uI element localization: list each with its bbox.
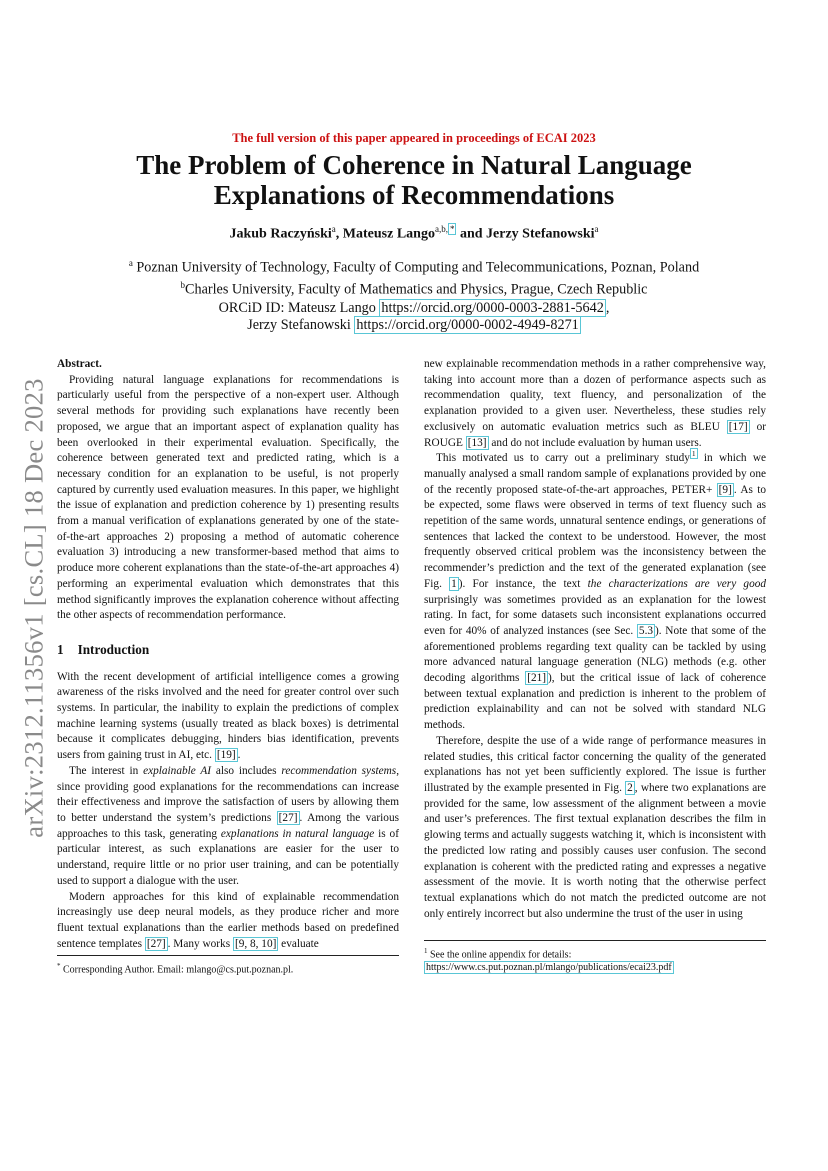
author-separator: , — [335, 226, 343, 242]
arxiv-id: arXiv:2312.11356v1 [cs.CL] 18 Dec 2023 — [18, 377, 49, 838]
footnote-link[interactable]: 1 — [691, 449, 696, 459]
author-name: Jerzy Stefanowski — [486, 226, 595, 242]
author-connector: and — [456, 226, 487, 242]
footnote — [424, 945, 769, 974]
section-heading — [57, 642, 399, 658]
author-list — [0, 224, 828, 243]
affiliation-text: Charles University, Faculty of Mathematics and Physics, Prague, Czech Republic — [185, 282, 648, 299]
affiliation-mark: a — [331, 224, 336, 234]
paper-title: The Problem of Coherence in Natural Language Explanations of Recommendations — [136, 150, 692, 210]
orcid-label: ORCiD ID: Mateusz Lango — [218, 299, 380, 316]
appendix-link[interactable]: https://www.cs.put.poznan.pl/mlango/publications/ecai23.pdf — [426, 962, 672, 974]
paragraph: new explainable recommendation methods in a rather comprehensive way, taking into account more than a dozen of performance aspects such as recommendation quality, text fluency, and personalization of the explanation provided to a given user. Nevertheless, these studies rely exclusively on automatic evaluation metrics such as BLEU [17] or ROUGE [13] and do not include evaluation by human users. — [424, 358, 766, 449]
affiliation-line — [0, 255, 828, 277]
affiliation-mark: a — [128, 258, 133, 268]
footnote-mark: 1 — [424, 947, 428, 955]
affiliation-letters: a,b, — [434, 224, 448, 234]
section-number: 1 — [57, 641, 64, 657]
citation-link[interactable]: [21] — [527, 672, 547, 685]
corresponding-author-link[interactable]: * — [449, 224, 455, 234]
author-name: Jakub Raczyński — [229, 226, 332, 242]
paragraph: With the recent development of artificial intelligence comes a growing awareness of the risks involved and the need for greater control over such systems. In particular, the inability to explain the predictions of complex machine learning systems (usually treated as black boxes) is detrimental because it complicates debugging, hinders bias identification, prevents users from gaining trust in AI, etc. [19] . — [57, 670, 399, 762]
citation-link[interactable]: [27] — [278, 811, 298, 824]
emphasis: explainable AI — [143, 764, 212, 777]
citation-link[interactable]: [17] — [728, 420, 748, 433]
footnote — [57, 960, 399, 976]
footnote-rule — [57, 955, 399, 956]
citation-link[interactable]: [13] — [467, 436, 487, 449]
footnote-text: See the online appendix for details: — [427, 949, 572, 961]
footnote-rule — [424, 940, 766, 941]
section-link[interactable]: 5.3 — [638, 624, 654, 637]
abstract-text: Providing natural language explanations for recommendations is particularly useful from the perspective of a non-expert user. Although several methods for providing such explanations have recently been proposed, we argue that an important aspect of explanation quality has been overlooked in their experimental evaluation. Specifically, the coherence between generated text and predicted rating, which is a necessary condition for an explanation to be useful, is not properly captured by currently used evaluation measures. In this paper, we highlight the issue of explanation and prediction coherence by 1) presenting results from a manual verification of explanations generated by one of the state-of-the-art approaches 2) proposing a method of automatic coherence evaluation 3) introducing a new transformer-based method that aims to produce more coherent explanations than the state-of-the-art approaches 4) performing an experimental evaluation which demonstrates that this method significantly improves the explanation coherence without affecting the other aspects of recommendation performance. — [57, 373, 399, 622]
affiliation-mark — [435, 223, 457, 235]
affiliation-text: Poznan University of Technology, Faculty of Computing and Telecommunications, Poznan, Poland — [132, 259, 700, 276]
paragraph: This motivated us to carry out a preliminary study $^1$ in which we manually analysed a small random sample of explanations provided by one of the recently proposed state-of-the-art approaches, PETER+ [9] . As to be expected, some flaws were observed in terms of text fluency such as repetition of the same words, unnatural sentence endings, or generations of sentences that lacked the context to be understood. However, the most frequently observed critical problem was the inconsistency between the recommender’s prediction and the text of the generated explanation (see Fig. 1 ). For instance, the text the characterizations are very good surprisingly was sometimes provided as an explanation for the lowest rating. In fact, for some datasets such inconsistent explanations occurred even for 40% of analyzed instances (see Sec. 5.3 ). Note that some of the aforementioned problems regarding text quality can be tackled by using more advanced natural language generation (NLG) methods (e.g. other decoding algorithms [21] ), but the critical issue of lack of coherence between textual explanation and prediction is inherent to the problem of prediction explainability and can not be solved with standard NLG methods. — [424, 449, 767, 732]
footnote-mark: * — [57, 962, 61, 970]
author-name: Mateusz Lango — [342, 226, 435, 242]
orcid-link[interactable]: https://orcid.org/0000-0003-2881-5642 — [381, 299, 604, 316]
orcid-punct: , — [605, 299, 610, 316]
paragraph: Modern approaches for this kind of explainable recommendation increasingly use deep neural models, as they produce richer and more fluent textual explanations than the earlier methods based on predefined sentence templates [27] . Many works [9, 8, 10] evaluate — [57, 890, 399, 950]
section-title: Introduction — [77, 641, 150, 657]
citation-link[interactable]: [19] — [216, 749, 236, 762]
right-column — [424, 357, 766, 922]
orcid-label: Jerzy Stefanowski — [247, 317, 355, 334]
citation-link[interactable]: [9] — [718, 483, 732, 496]
left-column — [57, 357, 399, 952]
affiliations — [0, 255, 828, 335]
citation-link[interactable]: [27] — [146, 937, 166, 950]
paragraph: Therefore, despite the use of a wide range of performance measures in related studies, this critical factor concerning the quality of the generated explanations has not yet been sufficiently explored. The issue is further illustrated by the example presented in Fig. 2 , where two explanations are provided for the same, low assessment of the alignment between a movie and user’s preferences. The first textual explanation describes the film in glowing terms and actually suggests watching it, which is inconsistent with the predicted low rating and possibly causes user confusion. The second explanation is coherent with the predicted rating and expresses a negative assessment of the movie. It is worth noting that the otherwise perfect textual explanations which do not match the predicted outcome are not only entirely incorrect but also undermine the trust of the user in using — [424, 734, 766, 920]
emphasis: the characterizations are very good — [587, 577, 767, 590]
affiliation-line — [0, 277, 828, 299]
affiliation-mark: b — [180, 280, 186, 291]
proceedings-notice: The full version of this paper appeared in proceedings of ECAI 2023 — [232, 131, 596, 145]
figure-link[interactable]: 1 — [451, 577, 457, 590]
abstract-heading: Abstract. — [57, 358, 102, 370]
orcid-line — [0, 317, 828, 335]
figure-link[interactable]: 2 — [627, 781, 633, 794]
arxiv-stamp — [14, 360, 54, 855]
orcid-line — [0, 300, 828, 318]
emphasis: explanations in natural language — [220, 827, 375, 840]
orcid-link[interactable]: https://orcid.org/0000-0002-4949-8271 — [356, 317, 579, 334]
affiliation-mark: a — [594, 224, 599, 234]
emphasis: recommendation systems — [281, 764, 397, 777]
paragraph: The interest in explainable AI also includes recommendation systems, since providing good explanations for the recommendations can increase their effectiveness and improve the satisfaction of users by allowing them to better understand the system’s predictions [27] . Among the various approaches to this task, generating explanations in natural language is of particular interest, as such explanations are easier for the user to understand, require little or no prior user training, and can be potentially used to support a dialogue with the user. — [57, 764, 400, 887]
citation-link[interactable]: [9, 8, 10] — [234, 937, 277, 950]
footnote-text: Corresponding Author. Email: mlango@cs.put.poznan.pl. — [60, 964, 294, 976]
